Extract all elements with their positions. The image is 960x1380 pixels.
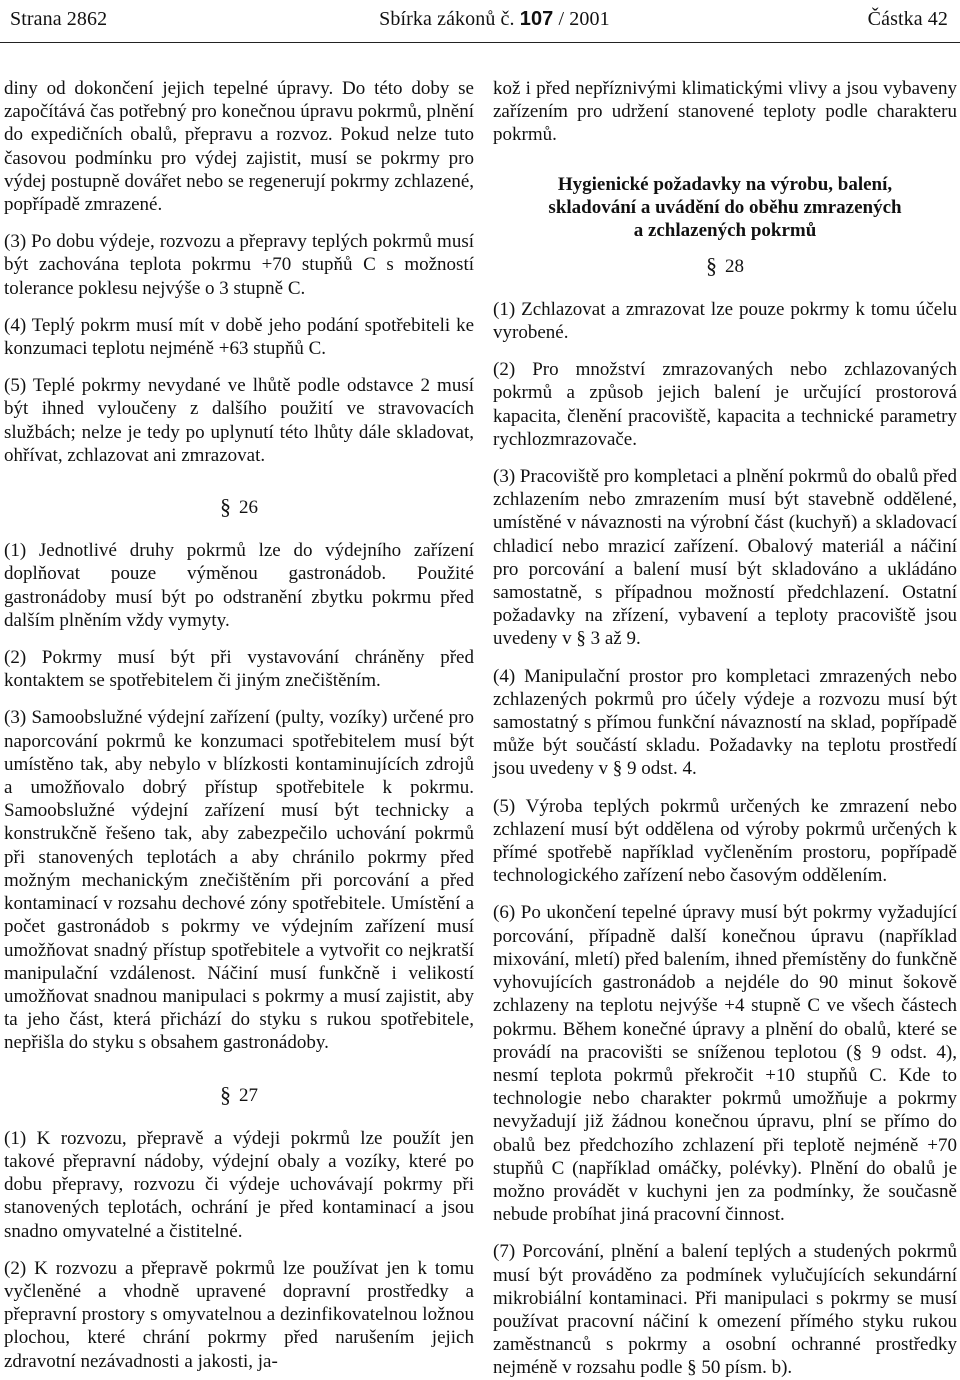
section-heading-28: [493, 254, 957, 278]
paragraph: (2) Pokrmy musí být při vystavování chráněny před kontaktem se spotřebitelem či jiným znečištěním.: [4, 647, 474, 692]
paragraph: (6) Po ukončení tepelné úpravy musí být pokrmy vyžadující porcování, případně další konečnou úpravu (například mixování, mletí) před balením, ihned přemístěny do funkčně vyhovujících gastronádob a nejdéle do 90 minut šokově zchlazeny na teplotu nejvýše +4 stupně C ve všech částech pokrmu. Během konečné úpravy a plnění do obalů, které se provádí na pracovišti se sníženou teplotou (§ 9 odst. 4), nesmí teplota pokrmů překročit +10 stupňů C. Kde to technologie nebo charakter pokrmů umožňuje a pokrmy nevyžadují již žádnou konečnou úpravu, plní se přímo do obalů bez předchozího zchlazení při teplotě nejméně +70 stupňů C (například omáčky, polévky). Plnění do obalů je možno provádět v kuchyni jen za podmínky, že současně nebude probíhat jiná pracovní činnost.: [493, 902, 957, 1226]
section-sign: §: [706, 252, 717, 278]
collection-year: / 2001: [558, 7, 610, 30]
paragraph: (2) K rozvozu a přepravě pokrmů lze používat jen k tomu vyčleněné a vhodně upravené dopravní prostředky a přepravní prostory s omyvatelnou a dezinfikovatelnou ložnou plochou, které chrání pokrmy před narušením jejich zdravotní nezávadnosti a jakosti, ja-: [4, 1257, 474, 1372]
heading-line: a zchlazených pokrmů: [633, 219, 817, 241]
paragraph: (3) Po dobu výdeje, rozvozu a přepravy teplých pokrmů musí být zachována teplota pokrmu +70 stupňů C s možností tolerance poklesu nejvýše o 3 stupně C.: [4, 231, 474, 299]
page-header: [10, 4, 948, 34]
header-rule: [0, 42, 960, 43]
section-sign: §: [220, 1081, 231, 1107]
paragraph: (1) K rozvozu, přepravě a výdeji pokrmů lze použít jen takové přepravní nádoby, výdejní obaly a vozíky, které po dobu přepravy, rozvozu či výdeje uchovávají pokrmy při stanovených teplotách, ochrání je před kontaminací a jsou snadno omyvatelné a čistitelné.: [4, 1127, 474, 1242]
paragraph: (1) Zchlazovat a zmrazovat lze pouze pokrmy k tomu účelu vyrobené.: [493, 298, 957, 344]
section-number: 26: [239, 497, 258, 519]
left-column: [4, 77, 474, 1373]
section-heading-27: [4, 1083, 474, 1107]
part-number: Částka 42: [867, 7, 948, 30]
paragraph: (4) Teplý pokrm musí mít v době jeho podání spotřebiteli ke konzumaci teplotu nejméně +63 stupňů C.: [4, 314, 474, 360]
page-number: Strana 2862: [10, 7, 108, 30]
paragraph: (5) Teplé pokrmy nevydané ve lhůtě podle odstavce 2 musí být ihned vyloučeny z dalšího použití ve stravovacích službách; nelze je tedy po uplynutí této lhůty dále skladovat, ohřívat, zchlazovat ani zmrazovat.: [4, 375, 474, 466]
paragraph: (2) Pro množství zmrazovaných nebo zchlazovaných pokrmů a způsob jejich balení je určující prostorová kapacita, členění pracoviště, kapacita a technické parametry rychlozmrazovače.: [493, 359, 957, 450]
paragraph: kož i před nepříznivými klimatickými vlivy a jsou vybaveny zařízením pro udržení stanovené teploty podle charakteru pokrmů.: [493, 78, 957, 146]
collection-title: [365, 8, 610, 31]
section-sign: §: [220, 494, 231, 520]
paragraph: (3) Pracoviště pro kompletaci a plnění pokrmů do obalů před zchlazením nebo zmrazením musí být stavebně oddělené, umístěné v návaznosti na výrobní část (kuchyň) a skladovací chladicí nebo mrazicí zařízení. Obalový materiál a náčiní pro porcování a balení musí být skladováno a ukládáno samostatně, s případnou možností předchlazení. Ostatní požadavky na zřízení, vybavení a teploty pracoviště jsou uvedeny v § 3 až 9.: [493, 466, 957, 650]
section-number: 28: [725, 255, 744, 277]
heading-line: Hygienické požadavky na výrobu, balení,: [557, 173, 893, 195]
heading-line: skladování a uvádění do oběhu zmrazených: [548, 196, 902, 218]
paragraph: (1) Jednotlivé druhy pokrmů lze do výdejního zařízení doplňovat pouze výměnou gastronádob. Použité gastronádoby musí být po odstranění zbytku pokrmu před dalším plněním vždy vymyty.: [4, 540, 474, 631]
paragraph: diny od dokončení jejich tepelné úpravy. Do této doby se započítává čas potřebný pro konečnou úpravu pokrmů, plnění do expedičních obalů, přepravu a rozvoz. Pokud nelze tuto časovou podmínku pro výdej zajistit, musí se pokrmy pro výdej postupně dovářet nebo se regenerují pokrmy zchlazené, popřípadě zmrazené.: [4, 78, 474, 216]
chapter-heading: [493, 173, 957, 242]
section-number: 27: [239, 1084, 258, 1106]
paragraph: (4) Manipulační prostor pro kompletaci zmrazených nebo zchlazených pokrmů pro účely výdeje a rozvozu musí být samostatný s přímou funkční návazností na sklad, popřípadě může být součástí skladu. Požadavky na teplotu prostředí jsou uvedeny v § 9 odst. 4.: [493, 665, 957, 780]
collection-number: 107: [519, 7, 554, 30]
section-heading-26: [4, 495, 474, 519]
collection-prefix: Sbírka zákonů č.: [379, 7, 515, 30]
paragraph: (3) Samoobslužné výdejní zařízení (pulty, vozíky) určené pro naporcování pokrmů ke konzumaci spotřebitelem musí být umístěno tak, aby nebylo v blízkosti kontaminujících zdrojů a umožňovalo dobrý přístup spotřebitele k pokrmu. Samoobslužné výdejní zařízení musí být technicky a konstrukčně řešeno tak, aby zabezpečilo uchování pokrmů při stanovených teplotách a aby chránilo pokrmy před možným mechanickým znečištěním při porcování a před kontaminací v rozsahu dechové zóny spotřebitele. Umístění a počet gastronádob s pokrmy ve výdejním zařízení musí umožňovat snadný přístup spotřebitele a vytvořit co nejkratší manipulační vzdálenost. Náčiní musí funkčně i velikostí umožňovat snadnou manipulaci s pokrmy a musí zajistit, aby ta jeho část, která přichází do styku s rukou spotřebitele, nepřišla do styku s obsahem gastronádoby.: [4, 707, 474, 1054]
paragraph: (5) Výroba teplých pokrmů určených ke zmrazení nebo zchlazení musí být oddělena od výroby pokrmů určených k přímé spotřebě například vyčleněním prostoru, popřípadě technologického zařízení nebo časovým oddělením.: [493, 795, 957, 887]
paragraph: (7) Porcování, plnění a balení teplých a studených pokrmů musí být prováděno za podmínek vylučujících sekundární mikrobiální kontaminaci. Při manipulaci s pokrmy se musí používat pracovní náčiní k omezení přímého styku rukou zaměstnanců s pokrmy a osobní ochranné prostředky nejméně v rozsahu podle § 50 písm. b).: [493, 1241, 957, 1379]
right-column: [493, 77, 957, 1380]
